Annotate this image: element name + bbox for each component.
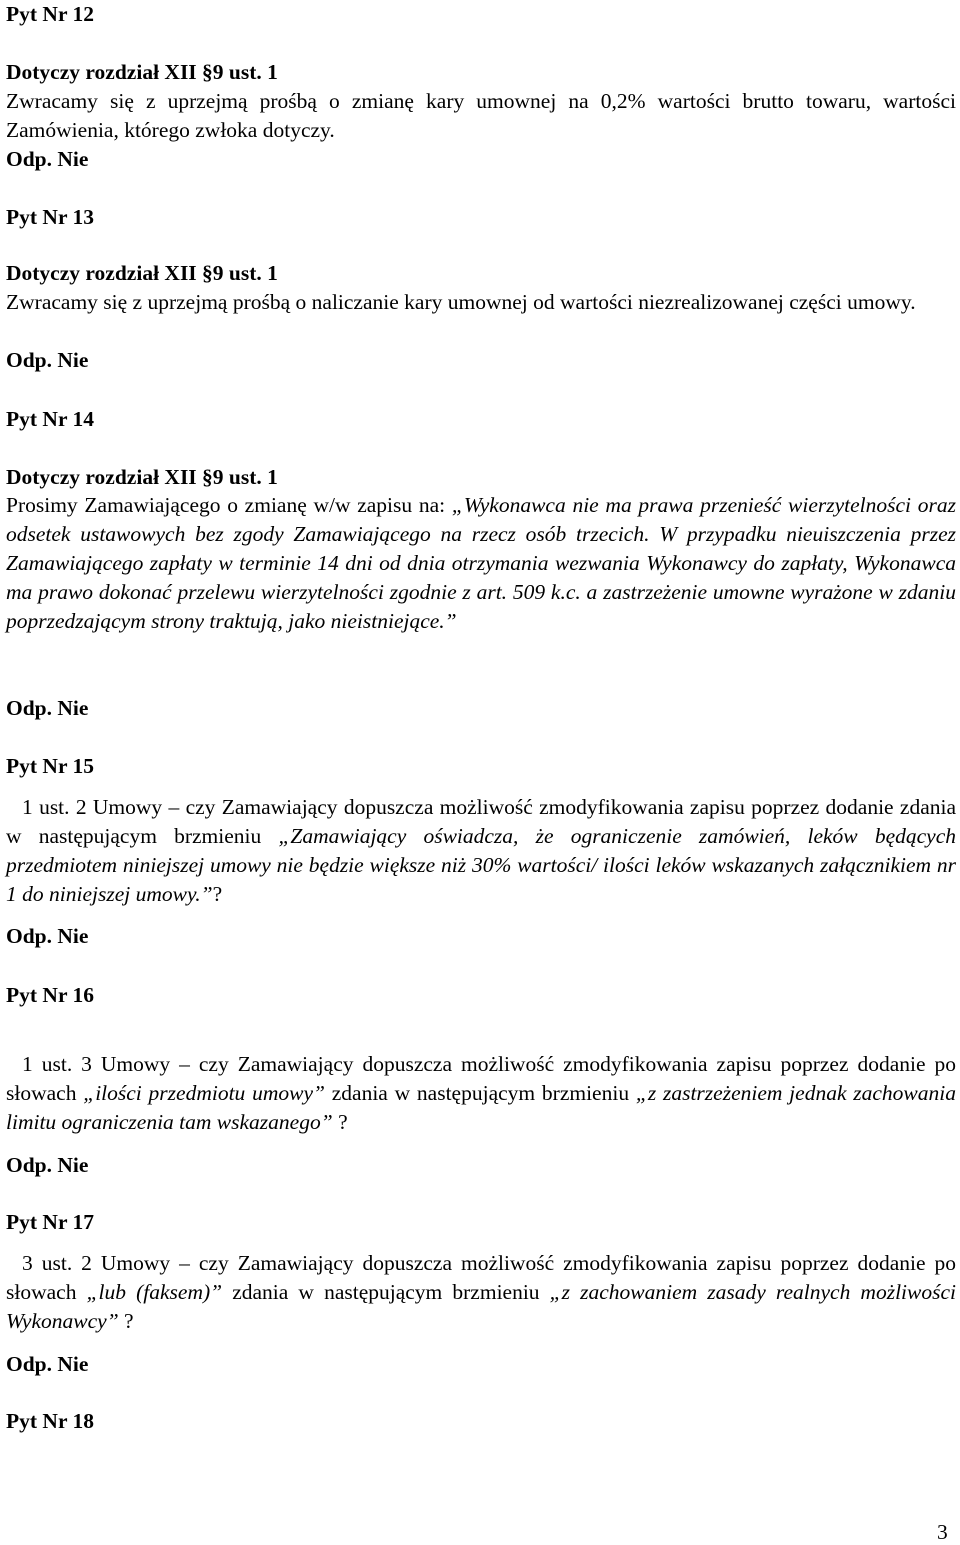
question-15-tail: ? <box>212 882 223 906</box>
question-13-text: Zwracamy się z uprzejmą prośbą o naliczanie kary umownej od wartości niezrealizowanej części umowy. <box>6 290 916 314</box>
question-16-mid: zdania w następującym brzmieniu <box>324 1081 636 1105</box>
question-15-title: Pyt Nr 15 <box>6 754 94 778</box>
question-18-title: Pyt Nr 18 <box>6 1409 94 1433</box>
question-14-answer: Odp. Nie <box>6 696 89 720</box>
question-16-tail: ? <box>332 1110 348 1134</box>
question-16-lead: 3 Umowy – czy Zamawiający dopuszcza możliwość zmodyfikowania zapisu poprzez dodanie po słowach <box>6 1052 956 1105</box>
question-15-lead: 2 Umowy – czy Zamawiający dopuszcza możliwość zmodyfikowania zapisu poprzez dodanie zdania w następującym brzmieniu <box>6 795 956 848</box>
question-12-title: Pyt Nr 12 <box>6 2 94 26</box>
question-17-mid: zdania w następującym brzmieniu <box>222 1280 550 1304</box>
question-16-ref: 1 ust. <box>22 1052 73 1076</box>
question-13-answer: Odp. Nie <box>6 348 89 372</box>
question-12-reference: Dotyczy rozdział XII §9 ust. 1 <box>6 60 278 84</box>
question-14-lead: Prosimy Zamawiającego o zmianę w/w zapisu na: <box>6 493 452 517</box>
question-17-tail: ? <box>118 1309 134 1333</box>
question-13-title: Pyt Nr 13 <box>6 205 94 229</box>
question-16-answer: Odp. Nie <box>6 1153 89 1177</box>
question-17-quote-1: „lub (faksem)” <box>86 1280 223 1304</box>
page-number: 3 <box>937 1520 948 1544</box>
question-16-quote-1: „ilości przedmiotu umowy” <box>83 1081 325 1105</box>
question-12-text: Zwracamy się z uprzejmą prośbą o zmianę kary umownej na 0,2% wartości brutto towaru, wartości Zamówienia, którego zwłoka dotyczy. <box>6 89 956 142</box>
question-15-ref: 1 ust. <box>22 795 70 819</box>
question-17-answer: Odp. Nie <box>6 1352 89 1376</box>
question-16-quote-2: „z zastrzeżeniem jednak zachowania limitu ograniczenia tam wskazanego” <box>6 1081 956 1134</box>
question-17-lead: 2 Umowy – czy Zamawiający dopuszcza możliwość zmodyfikowania zapisu poprzez dodanie po słowach <box>6 1251 956 1304</box>
question-14-title: Pyt Nr 14 <box>6 407 94 431</box>
question-13-reference: Dotyczy rozdział XII §9 ust. 1 <box>6 261 278 285</box>
question-17-ref: 3 ust. <box>22 1251 73 1275</box>
question-12-answer: Odp. Nie <box>6 147 89 171</box>
question-17-title: Pyt Nr 17 <box>6 1210 94 1234</box>
question-15-text <box>6 793 956 909</box>
question-14-reference: Dotyczy rozdział XII §9 ust. 1 <box>6 465 278 489</box>
question-17-quote-2: „z zachowaniem zasady realnych możliwości Wykonawcy” <box>6 1280 956 1333</box>
question-17-text <box>6 1249 956 1336</box>
question-14-text <box>6 491 956 636</box>
question-15-quote: „Zamawiający oświadcza, że ograniczenie zamówień, leków będących przedmiotem niniejszej umowy nie będzie większe niż 30% wartości/ ilości leków wskazanych załącznikiem nr 1 do niniejszej umowy.” <box>6 824 956 906</box>
question-14-quote: „Wykonawca nie ma prawa przenieść wierzytelności oraz odsetek ustawowych bez zgody Zamawiającego na rzecz osób trzecich. W przypadku nieuiszczenia przez Zamawiającego zapłaty w terminie 14 dni od dnia otrzymania wezwania Wykonawcy do zapłaty, Wykonawca ma prawo dokonać przelewu wierzytelności zgodnie z art. 509 k.c. a zastrzeżenie umowne wyrażone w zdaniu poprzedzającym strony traktują, jako nieistniejące.” <box>6 493 956 633</box>
question-16-text <box>6 1050 956 1137</box>
question-15-answer: Odp. Nie <box>6 924 89 948</box>
question-16-title: Pyt Nr 16 <box>6 983 94 1007</box>
